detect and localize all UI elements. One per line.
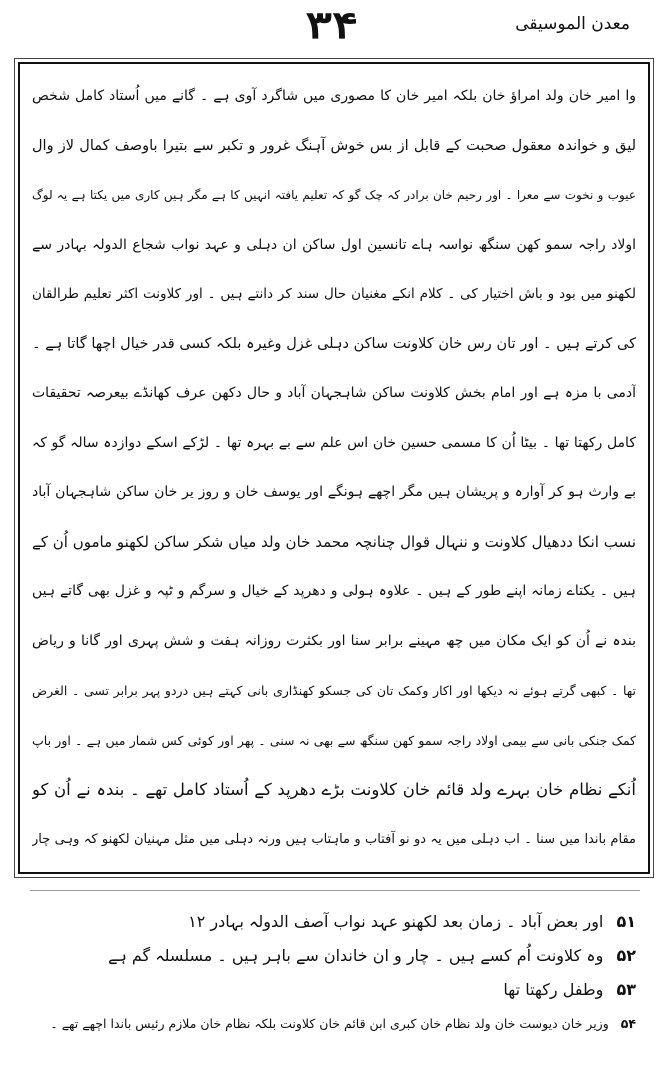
- text-line: بندہ نے اُن کو ایک مکان میں چھ مہینے برابر سنا اور بکثرت روزانہ ہفت و شش پہری اور گانا و ریاض: [32, 632, 636, 649]
- text-line: کی کرتے ہیں ۔ اور تان رس خان کلاونت ساکن دہلی غزل وغیرہ بلکہ کسی قدر خیال اچھا گاتا ہے ۔: [32, 335, 636, 352]
- text-line: نسب انکا ددھیال کلاونت و ننہال قوال چنانچہ محمد خان ولد میاں شکر ساکن لکھنو ماموں اُن کے: [32, 532, 636, 551]
- footnote-divider: [30, 890, 640, 891]
- text-line: عیوب و نخوت سے معرا ۔ اور رحیم خان برادر کہ چک گو کہ تعلیم یافتہ انہیں کا ہے مگر ہیں کاری میں یکتا ہے یہ لوگ: [32, 188, 636, 202]
- text-line: اولاد راجہ سمو کھن سنگھ نواسہ ہاے تانسین اول ساکن ان دہلی و عہد نواب شجاع الدولہ بہادر سے: [32, 236, 636, 253]
- footnote-text: وزیر خان دیوست خان ولد نظام خان کبری ابن قائم خان کلاونت بلکہ نظام خان ملازم رئیس باندا اچھے تھے ۔: [50, 1016, 609, 1031]
- footnote-text: وہ کلاونت اُم کسے ہیں ۔ چار و ان خاندان سے باہر ہیں ۔ مسلسلہ گم ہے: [108, 946, 604, 965]
- running-title: معدن الموسیقی: [515, 14, 630, 34]
- text-line: آدمی با مزہ ہے اور امام بخش کلاونت ساکن شاہجہان آباد و حال دکھن عرف کھانڈے بیعرصہ تحقیقات: [32, 385, 636, 401]
- text-line: وا امیر خان ولد امراؤ خان بلکہ امیر خان کا مصوری میں شاگرد آوی ہے ۔ گانے میں اُستاد کامل شخص: [32, 88, 636, 104]
- body-text: [32, 72, 636, 868]
- text-line: اُنکے نظام خان بہرے ولد قائم خان کلاونت بڑے دھرپد کے اُستاد کامل تھے ۔ بندہ نے اُن کو: [32, 780, 636, 799]
- footnote: [32, 939, 636, 973]
- text-line: مقام باندا میں سنا ۔ اب دہلی میں یہ دو نو آفتاب و ماہتاب ہیں ورنہ دہلی میں مثل مہنیان لکھنو کہ وہی چار: [32, 831, 636, 847]
- page-number: ۳۴: [305, 2, 359, 47]
- page-header: [0, 0, 672, 62]
- footnote: [32, 1007, 636, 1041]
- text-line: لیق و خواندہ معقول صحبت کے قابل از بس خوش آہنگ غرور و تکبر سے بتیرا باوصف کمال لاز وال: [32, 137, 636, 154]
- text-line: تھا ۔ کبھی گرتے ہوئے نہ دیکھا اور اکار وکمک تان کی جسکو کھنڈاری بانی کہتے ہیں دردو پہر برابر تسی ۔ الغرض: [32, 683, 636, 698]
- text-line: کمک جنکی بانی سے بیمی اولاد راجہ سمو کھن سنگھ سے بھی نہ سنی ۔ پھر اور کوئی کس شمار میں ہے ۔ اور باپ: [32, 732, 636, 748]
- footnote-text: اور بعض آباد ۔ زمان بعد لکھنو عہد نواب آصف الدولہ بہادر ۱۲: [188, 912, 604, 931]
- text-line: بے وارث ہو کر آوارہ و پریشان ہیں مگر اچھے ہونگے اور یوسف خان و روز یر خان ساکن شاہجہان آباد: [32, 484, 636, 500]
- footnote: [32, 973, 636, 1007]
- footnote-text: وطفل رکھتا تھا: [503, 980, 604, 999]
- footnotes: [32, 905, 636, 1065]
- footnote-marker: ۵۳: [616, 980, 636, 999]
- footnote-marker: ۵۴: [620, 1016, 636, 1031]
- text-line: لکھنو میں بود و باش اختیار کی ۔ کلام انکے مغنیان حال سند کر دانتے ہیں ۔ اور کلاونت اکثر تعلیم طرالقان: [32, 286, 636, 302]
- text-line: ہیں ۔ یکتاے زمانہ اپنے طور کے ہیں ۔ علاوہ ہولی و دھرپد کے خیال و سرگم و ٹپہ و غزل بھی گاتے ہیں: [32, 583, 636, 599]
- footnote-marker: ۵۲: [616, 946, 636, 965]
- footnote: [32, 905, 636, 939]
- footnote-marker: ۵۱: [616, 912, 636, 931]
- text-line: کامل رکھتا تھا ۔ بیٹا اُن کا مسمی حسین خان اس علم سے بے بہرہ تھا ۔ لڑکے اسکے دوازدہ سالہ گو کہ: [32, 434, 636, 451]
